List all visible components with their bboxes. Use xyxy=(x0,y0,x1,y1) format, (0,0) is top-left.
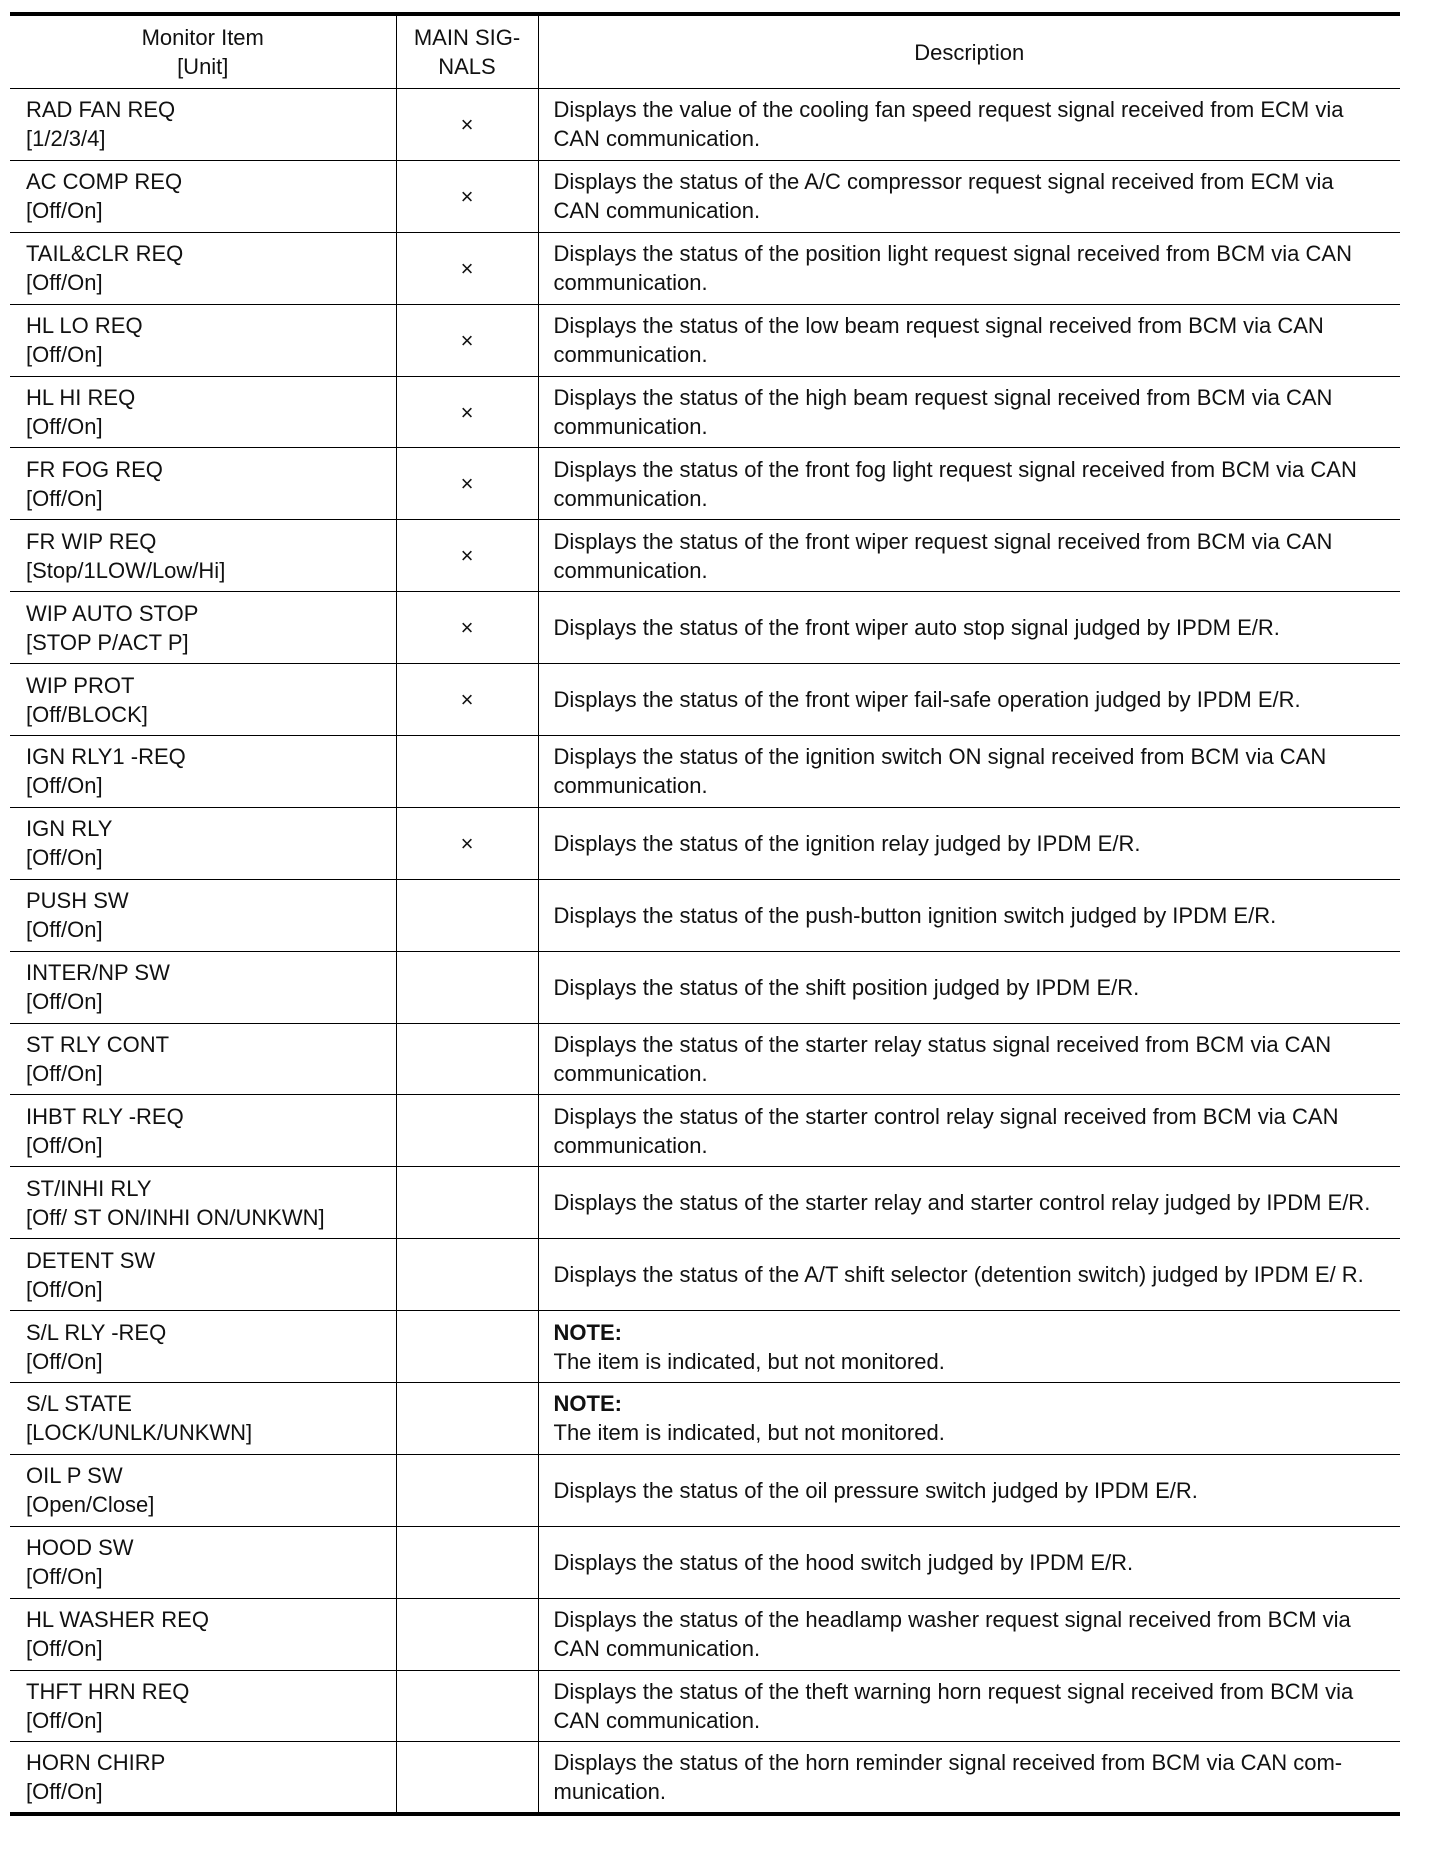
monitor-item-cell xyxy=(10,160,396,232)
monitor-item-unit: [Off/On] xyxy=(26,989,103,1015)
description-text: Displays the status of the oil pressure switch judged by IPDM E/R. xyxy=(553,1477,1198,1503)
monitor-item-unit: [Off/On] xyxy=(26,1276,103,1302)
monitor-item-name: FR WIP REQ xyxy=(26,528,157,554)
monitor-item-unit: [Off/On] xyxy=(26,773,103,799)
description-text: Displays the status of the starter control relay signal received from BCM via CAN communication. xyxy=(553,1103,1339,1158)
monitor-item-unit: [STOP P/ACT P] xyxy=(26,629,189,655)
table-row-23 xyxy=(10,1670,1400,1742)
description-text: Displays the status of the hood switch judged by IPDM E/R. xyxy=(553,1549,1134,1575)
monitor-item-unit: [Off/On] xyxy=(26,845,103,871)
monitor-item-unit: [Off/On] xyxy=(26,414,103,439)
main-signal-mark: × xyxy=(460,111,474,137)
table-row-17 xyxy=(10,1239,1400,1311)
monitor-item-name: TAIL&CLR REQ xyxy=(26,241,184,267)
header-description: Description xyxy=(538,14,1400,89)
main-signal-cell xyxy=(396,448,538,520)
monitor-item-cell xyxy=(10,1670,396,1742)
main-signal-cell xyxy=(396,1095,538,1167)
header-monitor-item xyxy=(10,14,396,89)
main-signal-mark: × xyxy=(460,830,474,856)
main-signal-cell xyxy=(396,807,538,879)
monitor-item-cell xyxy=(10,1239,396,1311)
description-cell xyxy=(538,1023,1400,1095)
table-row-12 xyxy=(10,879,1400,951)
monitor-item-unit: [Stop/1LOW/Low/Hi] xyxy=(26,557,226,583)
description-text: Displays the status of the push-button ignition switch judged by IPDM E/R. xyxy=(553,902,1277,928)
description-cell xyxy=(538,160,1400,232)
monitor-item-name: HL HI REQ xyxy=(26,385,136,410)
table-row-9 xyxy=(10,664,1400,736)
main-signal-mark: × xyxy=(460,183,474,209)
main-signal-mark: × xyxy=(460,255,474,281)
monitor-item-cell xyxy=(10,1311,396,1383)
monitor-item-cell xyxy=(10,1454,396,1526)
description-text: Displays the status of the high beam request signal received from BCM via CAN communication. xyxy=(553,385,1333,439)
monitor-item-name: HOOD SW xyxy=(26,1535,134,1561)
monitor-item-table-sheet xyxy=(10,12,1400,1816)
table-row-4 xyxy=(10,304,1400,376)
main-signal-cell xyxy=(396,879,538,951)
monitor-item-cell xyxy=(10,807,396,879)
monitor-item-cell xyxy=(10,736,396,808)
table-row-22 xyxy=(10,1598,1400,1670)
monitor-item-name: PUSH SW xyxy=(26,888,129,914)
monitor-item-name: RAD FAN REQ xyxy=(26,97,176,123)
monitor-item-unit: [1/2/3/4] xyxy=(26,126,106,152)
main-signal-cell xyxy=(396,1167,538,1239)
main-signal-cell xyxy=(396,1023,538,1095)
description-cell xyxy=(538,1167,1400,1239)
description-text: The item is indicated, but not monitored. xyxy=(553,1420,945,1446)
monitor-item-unit: [Off/On] xyxy=(26,270,103,296)
description-cell xyxy=(538,1311,1400,1383)
description-cell xyxy=(538,664,1400,736)
monitor-item-name: OIL P SW xyxy=(26,1463,123,1489)
monitor-item-cell xyxy=(10,1526,396,1598)
table-row-18 xyxy=(10,1311,1400,1383)
monitor-item-cell xyxy=(10,232,396,304)
main-signal-cell xyxy=(396,520,538,592)
main-signal-cell xyxy=(396,1454,538,1526)
table-row-10 xyxy=(10,736,1400,808)
monitor-item-name: HL WASHER REQ xyxy=(26,1607,209,1633)
main-signal-cell xyxy=(396,951,538,1023)
table-row-2 xyxy=(10,160,1400,232)
main-signal-mark: × xyxy=(460,543,474,569)
monitor-item-name: INTER/NP SW xyxy=(26,960,170,986)
description-text: Displays the status of the ignition relay judged by IPDM E/R. xyxy=(553,830,1141,856)
main-signal-cell xyxy=(396,1598,538,1670)
description-cell xyxy=(538,1526,1400,1598)
monitor-item-unit: [Off/On] xyxy=(26,1061,103,1087)
table-row-7 xyxy=(10,520,1400,592)
table-row-21 xyxy=(10,1526,1400,1598)
monitor-item-unit: [Off/On] xyxy=(26,198,103,224)
monitor-item-name: WIP AUTO STOP xyxy=(26,600,199,626)
description-cell xyxy=(538,1095,1400,1167)
description-text: Displays the status of the position light request signal received from BCM via CAN communication. xyxy=(553,241,1352,296)
main-signal-mark: × xyxy=(460,399,474,425)
monitor-item-name: DETENT SW xyxy=(26,1247,156,1273)
description-text: Displays the status of the headlamp washer request signal received from BCM via CAN communication. xyxy=(553,1607,1351,1662)
monitor-item-cell xyxy=(10,376,396,448)
description-text: Displays the status of the ignition switch ON signal received from BCM via CAN communication. xyxy=(553,744,1327,799)
description-text: Displays the status of the theft warning horn request signal received from BCM via CAN communication. xyxy=(553,1679,1354,1734)
header-monitor-item-label: Monitor Item xyxy=(141,25,264,50)
main-signal-cell xyxy=(396,1383,538,1455)
monitor-item-cell xyxy=(10,1383,396,1455)
main-signal-cell xyxy=(396,1526,538,1598)
description-text: Displays the status of the starter relay status signal received from BCM via CAN communication. xyxy=(553,1032,1332,1087)
monitor-item-cell xyxy=(10,592,396,664)
description-cell xyxy=(538,1239,1400,1311)
monitor-item-unit: [Off/On] xyxy=(26,1564,103,1590)
description-cell xyxy=(538,1670,1400,1742)
main-signal-mark: × xyxy=(460,471,474,497)
monitor-item-cell xyxy=(10,1023,396,1095)
description-cell xyxy=(538,879,1400,951)
table-row-5 xyxy=(10,376,1400,448)
note-label: NOTE: xyxy=(553,1391,622,1417)
monitor-item-name: FR FOG REQ xyxy=(26,456,163,482)
monitor-item-unit: [Open/Close] xyxy=(26,1492,155,1518)
main-signal-cell xyxy=(396,664,538,736)
header-row xyxy=(10,14,1400,89)
monitor-item-name: WIP PROT xyxy=(26,672,135,698)
table-body xyxy=(10,89,1400,1814)
description-cell xyxy=(538,1742,1400,1814)
description-text: Displays the status of the horn reminder signal received from BCM via CAN com- munication. xyxy=(553,1750,1343,1805)
table-row-1 xyxy=(10,89,1400,161)
monitor-item-unit: [Off/On] xyxy=(26,1708,103,1734)
main-signal-cell xyxy=(396,376,538,448)
table-row-6 xyxy=(10,448,1400,520)
monitor-item-unit: [Off/On] xyxy=(26,1348,103,1374)
description-cell xyxy=(538,304,1400,376)
header-unit-label: [Unit] xyxy=(177,54,229,79)
monitor-item-unit: [Off/On] xyxy=(26,1636,103,1662)
main-signal-cell xyxy=(396,1742,538,1814)
description-text: Displays the status of the low beam request signal received from BCM via CAN communication. xyxy=(553,313,1324,368)
monitor-item-name: IGN RLY1 -REQ xyxy=(26,744,186,770)
description-cell xyxy=(538,807,1400,879)
main-signal-mark: × xyxy=(460,687,474,713)
monitor-item-table xyxy=(10,12,1400,1816)
description-cell xyxy=(538,448,1400,520)
description-cell xyxy=(538,951,1400,1023)
monitor-item-cell xyxy=(10,879,396,951)
monitor-item-name: HORN CHIRP xyxy=(26,1750,166,1776)
description-text: Displays the status of the A/C compressor request signal received from ECM via CAN communication. xyxy=(553,169,1334,224)
monitor-item-unit: [Off/On] xyxy=(26,917,103,943)
description-cell xyxy=(538,736,1400,808)
monitor-item-unit: [LOCK/UNLK/UNKWN] xyxy=(26,1420,253,1446)
table-row-14 xyxy=(10,1023,1400,1095)
monitor-item-cell xyxy=(10,448,396,520)
description-cell xyxy=(538,1454,1400,1526)
main-signal-cell xyxy=(396,304,538,376)
monitor-item-name: ST/INHI RLY xyxy=(26,1175,152,1201)
description-text: Displays the status of the front wiper request signal received from BCM via CAN communication. xyxy=(553,528,1333,583)
description-text: Displays the status of the front fog light request signal received from BCM via CAN communication. xyxy=(553,456,1357,511)
main-signal-cell xyxy=(396,1311,538,1383)
monitor-item-cell xyxy=(10,89,396,161)
main-signal-cell xyxy=(396,232,538,304)
monitor-item-cell xyxy=(10,1095,396,1167)
monitor-item-cell xyxy=(10,664,396,736)
main-signal-cell xyxy=(396,89,538,161)
main-signal-cell xyxy=(396,736,538,808)
description-cell xyxy=(538,592,1400,664)
monitor-item-cell xyxy=(10,520,396,592)
monitor-item-name: S/L RLY -REQ xyxy=(26,1319,167,1345)
description-cell xyxy=(538,1598,1400,1670)
monitor-item-cell xyxy=(10,1598,396,1670)
monitor-item-cell xyxy=(10,951,396,1023)
monitor-item-unit: [Off/On] xyxy=(26,1779,103,1805)
main-signal-mark: × xyxy=(460,615,474,641)
table-row-24 xyxy=(10,1742,1400,1814)
monitor-item-cell xyxy=(10,1742,396,1814)
description-cell xyxy=(538,520,1400,592)
monitor-item-cell xyxy=(10,1167,396,1239)
description-cell xyxy=(538,232,1400,304)
monitor-item-name: THFT HRN REQ xyxy=(26,1679,190,1705)
description-text: Displays the value of the cooling fan speed request signal received from ECM via CAN communication. xyxy=(553,97,1344,152)
description-cell xyxy=(538,89,1400,161)
description-cell xyxy=(538,1383,1400,1455)
monitor-item-name: ST RLY CONT xyxy=(26,1032,170,1058)
monitor-item-cell xyxy=(10,304,396,376)
table-row-19 xyxy=(10,1383,1400,1455)
main-signal-cell xyxy=(396,160,538,232)
description-text: Displays the status of the A/T shift selector (detention switch) judged by IPDM E/ R. xyxy=(553,1262,1364,1288)
main-signal-mark: × xyxy=(460,327,474,353)
monitor-item-name: AC COMP REQ xyxy=(26,169,183,195)
table-row-8 xyxy=(10,592,1400,664)
main-signal-cell xyxy=(396,592,538,664)
monitor-item-name: IGN RLY xyxy=(26,816,113,842)
table-row-11 xyxy=(10,807,1400,879)
table-row-15 xyxy=(10,1095,1400,1167)
note-label: NOTE: xyxy=(553,1319,622,1345)
monitor-item-name: S/L STATE xyxy=(26,1391,132,1417)
table-row-20 xyxy=(10,1454,1400,1526)
table-row-3 xyxy=(10,232,1400,304)
header-main-signals xyxy=(396,14,538,89)
monitor-item-unit: [Off/On] xyxy=(26,342,103,368)
description-text: Displays the status of the shift position judged by IPDM E/R. xyxy=(553,974,1140,1000)
monitor-item-unit: [Off/On] xyxy=(26,1132,103,1158)
description-text: The item is indicated, but not monitored. xyxy=(553,1348,945,1374)
monitor-item-name: IHBT RLY -REQ xyxy=(26,1103,184,1129)
description-text: Displays the status of the front wiper auto stop signal judged by IPDM E/R. xyxy=(553,615,1280,641)
description-text: Displays the status of the starter relay and starter control relay judged by IPDM E/R. xyxy=(553,1190,1371,1216)
monitor-item-unit: [Off/BLOCK] xyxy=(26,701,148,727)
monitor-item-unit: [Off/ ST ON/INHI ON/UNKWN] xyxy=(26,1204,325,1230)
description-text: Displays the status of the front wiper fail-safe operation judged by IPDM E/R. xyxy=(553,687,1301,713)
monitor-item-unit: [Off/On] xyxy=(26,485,103,511)
monitor-item-name: HL LO REQ xyxy=(26,313,143,339)
main-signal-cell xyxy=(396,1670,538,1742)
header-main-signals-line2: NALS xyxy=(438,54,496,79)
table-header xyxy=(10,14,1400,89)
table-row-13 xyxy=(10,951,1400,1023)
header-main-signals-line1: MAIN SIG- xyxy=(413,25,521,50)
main-signal-cell xyxy=(396,1239,538,1311)
table-row-16 xyxy=(10,1167,1400,1239)
description-cell xyxy=(538,376,1400,448)
